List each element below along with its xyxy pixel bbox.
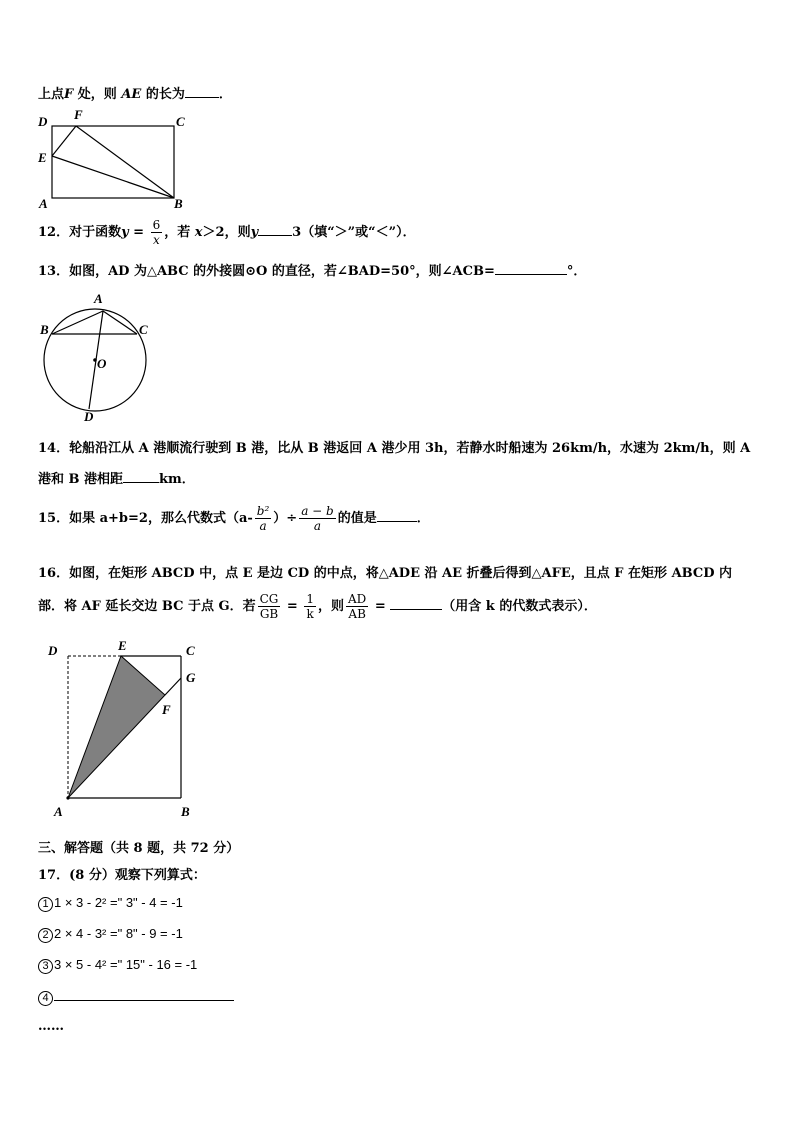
q14-answer-blank[interactable]: [123, 482, 159, 483]
q15-fraction-1: $\frac{\text{b²}}{a}$: [256, 504, 270, 533]
q12-text: 12．对于函数y = $\frac{6}{x}$ ，若 x＞2，则y 3（填“＞”或“＜”）．: [38, 218, 416, 247]
q11-label-a: A: [39, 196, 48, 211]
q13-label-c: C: [139, 322, 148, 337]
q16-label-b: B: [181, 804, 190, 819]
q13-label-o: O: [97, 356, 107, 371]
q13-label-a: A: [94, 291, 103, 306]
q11-label-d: D: [38, 114, 48, 129]
q17-item-1: 1 1 × 3 - 2² =" 3" - 4 = -1: [38, 895, 183, 912]
q16-label-g: G: [186, 670, 196, 685]
q15-fraction-2: $\frac{a - b}{a}$: [301, 504, 334, 533]
q17-item-2: 2 2 × 4 - 3² =" 8" - 9 = -1: [38, 926, 183, 943]
q17-item-3: 3 3 × 5 - 4² =" 15" - 16 = -1: [38, 957, 197, 974]
q13-figure: [36, 290, 166, 424]
q16-label-d: D: [48, 643, 58, 658]
q11-figure: [32, 106, 192, 212]
q16-label-e: E: [118, 638, 127, 653]
q12-answer-blank[interactable]: [258, 235, 292, 236]
q16-label-f: F: [162, 702, 171, 717]
q11-line-fe: [52, 126, 76, 156]
q16-figure: [40, 636, 210, 822]
q17-title: 17．(8 分）观察下列算式：: [38, 868, 206, 883]
q16-label-a: A: [54, 804, 63, 819]
q16-fraction-ad-ab: $\frac{AD}{AB}$: [348, 592, 367, 621]
q16-label-c: C: [186, 643, 195, 658]
q13-label-b: B: [40, 322, 49, 337]
q13-text: 13．如图，AD 为△ABC 的外接圆⊙O 的直径，若∠BAD=50°，则∠ACB= °．: [38, 264, 587, 279]
q14-line1: 14．轮船沿江从 A 港顺流行驶到 B 港，比从 B 港返回 A 港少用 3h，若静水时船速为 26km/h，水速为 2km/h，则 A: [38, 441, 751, 456]
section-3-heading: 三、解答题（共 8 题，共 72 分）: [38, 841, 240, 856]
q11-text: 上点F 处，则 AE 的长为 ．: [38, 87, 232, 102]
q15-answer-blank[interactable]: [377, 521, 417, 522]
q11-line-eb: [52, 156, 174, 198]
q14-line2: 港和 B 港相距 km．: [38, 472, 195, 487]
q13-line-ac: [103, 311, 137, 334]
q15-text: 15．如果 a+b=2，那么代数式（a- $\frac{\text{b²}}{a}$ ）÷ $\frac{a - b}{a}$ 的值是 ．: [38, 504, 430, 533]
q16-fraction-1-k: $\frac{1}{k}$: [306, 592, 314, 621]
q16-answer-blank[interactable]: [390, 609, 442, 610]
q11-label-c: C: [176, 114, 185, 129]
q11-label-e: E: [38, 150, 47, 165]
q16-fraction-cg-gb: $\frac{CG}{GB}$: [259, 592, 279, 621]
q12-fraction: $\frac{6}{x}$: [152, 218, 161, 247]
q17-item-4: 4: [38, 988, 234, 1006]
q11-label-b: B: [174, 196, 183, 211]
q11-answer-blank[interactable]: [185, 97, 219, 98]
q16-folded-triangle: [68, 656, 165, 798]
q11-line-fb: [76, 126, 174, 198]
q17-item-4-blank[interactable]: [54, 988, 234, 1001]
q11-label-f: F: [74, 107, 83, 122]
q17-ellipsis: ……: [38, 1019, 64, 1034]
q16-line1: 16．如图，在矩形 ABCD 中，点 E 是边 CD 的中点，将△ADE 沿 AE 折叠后得到△AFE，且点 F 在矩形 ABCD 内: [38, 566, 733, 581]
q13-label-d: D: [84, 409, 94, 424]
q13-answer-blank[interactable]: [495, 274, 567, 275]
q16-line-fg: [165, 678, 181, 695]
q16-line2: 部．将 AF 延长交边 BC 于点 G．若 $\frac{CG}{GB}$ = $\frac{1}{k}$ ，则 $\frac{AD}{AB}$ = （用含 k 的代数式表示）．: [38, 592, 597, 621]
